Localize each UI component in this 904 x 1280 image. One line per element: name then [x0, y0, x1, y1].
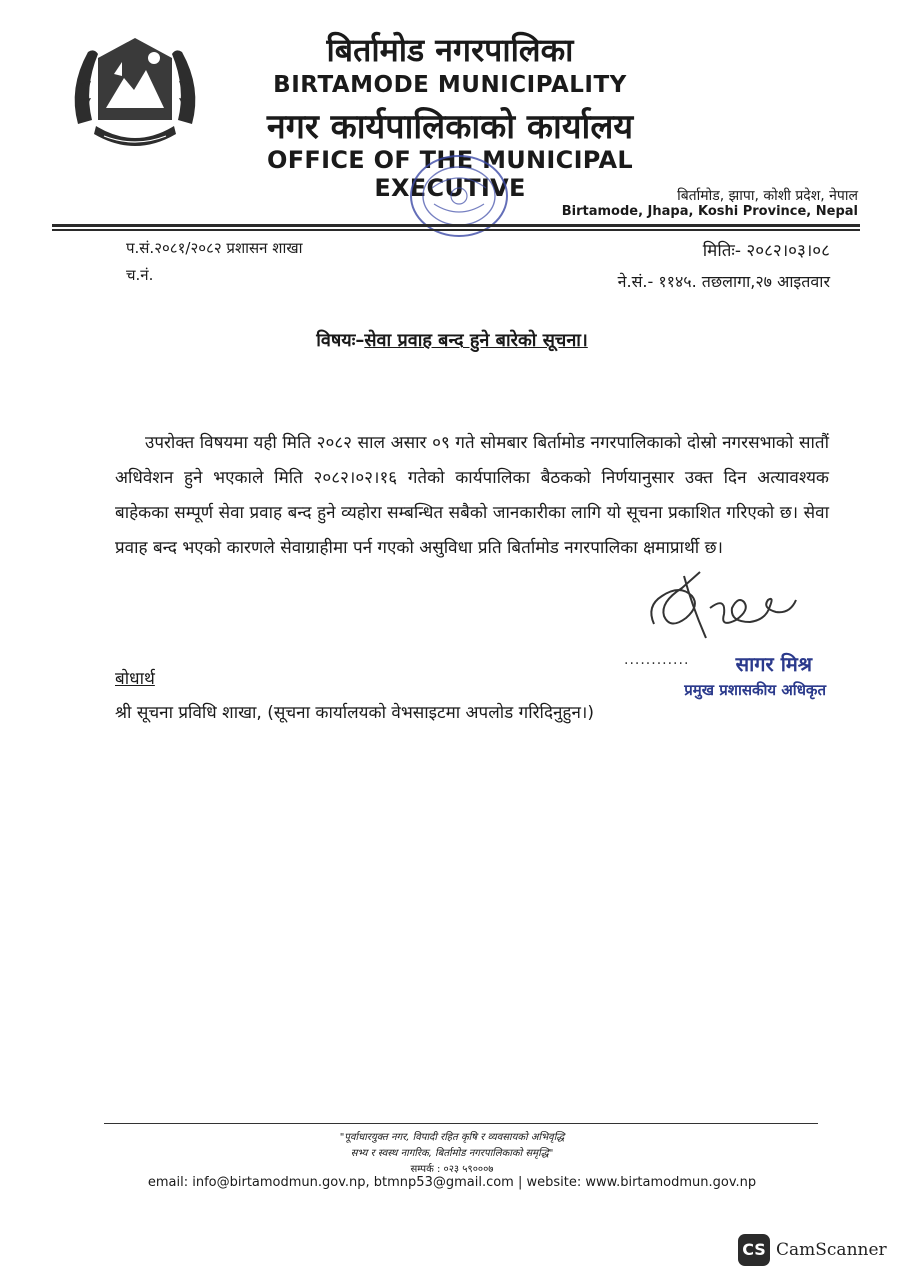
footer-phone: सम्पर्क : ०२३ ५९०००७	[410, 1164, 494, 1175]
signature-dots: ............	[624, 652, 690, 668]
letter-date: मितिः- २०८२।०३।०८	[702, 241, 830, 261]
municipality-emblem-icon	[58, 28, 212, 158]
office-name-en: OFFICE OF THE MUNICIPAL EXECUTIVE	[267, 146, 633, 202]
camscanner-label: CamScanner	[776, 1240, 887, 1260]
subject-text: सेवा प्रवाह बन्द हुने बारेको सूचना।	[364, 330, 588, 351]
dispatch-number: च.नं.	[126, 266, 154, 284]
municipality-name-np: बिर्तामोड नगरपालिका	[326, 31, 574, 69]
municipality-name-en: BIRTAMODE MUNICIPALITY	[273, 72, 627, 98]
signer-name: सागर मिश्र	[735, 652, 812, 676]
footer-rule	[104, 1123, 818, 1124]
handwritten-signature	[640, 566, 810, 652]
footer-contact: email: info@birtamodmun.gov.np, btmnp53@gmail.com | website: www.birtamodmun.gov.np	[147, 1175, 757, 1190]
footer-slogan-line2: सभ्य र स्वस्थ नागरिक, बिर्तामोड नगरपालिकाको समृद्धि"	[350, 1148, 554, 1159]
signer-title: प्रमुख प्रशासकीय अधिकृत	[684, 681, 826, 699]
subject-line	[0, 328, 904, 352]
address-np: बिर्तामोड, झापा, कोशी प्रदेश, नेपाल	[677, 188, 858, 204]
nepal-sambat-date: ने.सं.- ११४५. तछलागा,२७ आइतवार	[617, 272, 830, 291]
header-rule-thick	[52, 224, 860, 227]
camscanner-watermark	[738, 1234, 887, 1266]
cc-label: बोधार्थ	[115, 669, 155, 689]
header-rule-thin	[52, 229, 860, 231]
office-name-np: नगर कार्यपालिकाको कार्यालय	[266, 107, 634, 147]
reference-number: प.सं.२०८१/२०८२ प्रशासन शाखा	[126, 239, 303, 257]
camscanner-logo-icon: CS	[738, 1234, 770, 1266]
address-en: Birtamode, Jhapa, Koshi Province, Nepal	[561, 204, 858, 219]
subject-prefix: विषयः–	[316, 330, 365, 351]
cc-recipient: श्री सूचना प्रविधि शाखा, (सूचना कार्यालयको वेभसाइटमा अपलोड गरिदिनुहुन।)	[115, 703, 594, 723]
notice-body-paragraph: उपरोक्त विषयमा यही मिति २०८२ साल असार ०९ गते सोमबार बिर्तामोड नगरपालिकाको दोस्रो नगरसभाको सातौं अधिवेशन हुने भएकाले मिति २०८२।०२।१६ गतेको कार्यपालिका बैठकको निर्णयानुसार उक्त दिन अत्यावश्यक बाहेकका सम्पूर्ण सेवा प्रवाह बन्द हुने व्यहोरा सम्बन्धित सबैको जानकारीका लागि यो सूचना प्रकाशित गरिएको छ। सेवा प्रवाह बन्द भएको कारणले सेवाग्राहीमा पर्न गएको असुविधा प्रति बिर्तामोड नगरपालिका क्षमाप्रार्थी छ।	[115, 433, 829, 558]
footer-slogan-line1: "पूर्वाधारयुक्त नगर, विपादी रहित कृषि र व्यवसायको अभिवृद्धि	[339, 1132, 565, 1143]
